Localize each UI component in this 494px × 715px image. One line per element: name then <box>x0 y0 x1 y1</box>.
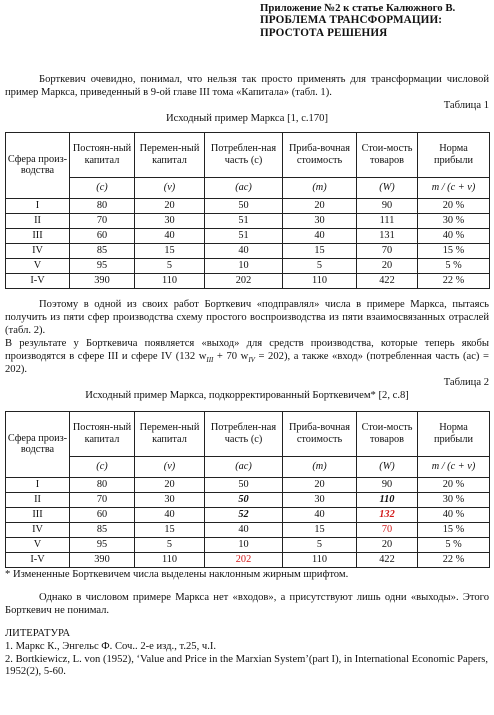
table2-cell: I-V <box>6 552 70 567</box>
table1-cell: 51 <box>205 228 283 243</box>
table1-header-cell: Норма прибыли <box>418 132 490 177</box>
table2 <box>5 411 490 568</box>
table2-cell: 132 <box>357 507 418 522</box>
literature-ref: 1. Маркс К., Энгельс Ф. Соч.. 2-е изд., т.25, ч.I. <box>5 640 217 652</box>
table1-cell: 40 <box>205 243 283 258</box>
document-page <box>5 2 489 679</box>
table1-cell: V <box>6 258 70 273</box>
table1-cell: 20 <box>357 258 418 273</box>
table1-cell: 10 <box>205 258 283 273</box>
table2-row <box>6 477 490 492</box>
table1-cell: 70 <box>357 243 418 258</box>
table1-cell: 5 <box>135 258 205 273</box>
table2-cell: 60 <box>70 507 135 522</box>
table2-header-cell: Сфера произ-водства <box>6 411 70 477</box>
table2-header-cell: Перемен-ный капитал <box>135 411 205 456</box>
table2-footnote: * Измененные Борткевичем числа выделены наклонным жирным шрифтом. <box>5 568 349 580</box>
table1-cell: 202 <box>205 273 283 288</box>
table2-symbol-cell: (c) <box>70 456 135 477</box>
table2-cell: V <box>6 537 70 552</box>
table2-cell: 20 <box>283 477 357 492</box>
middle-p2-sub2: IV <box>248 355 255 364</box>
table1-cell: 5 % <box>418 258 490 273</box>
table1-cell: 20 <box>135 198 205 213</box>
table2-row <box>6 507 490 522</box>
table2-cell: 5 <box>135 537 205 552</box>
table2-row <box>6 552 490 567</box>
table2-cell: 70 <box>357 522 418 537</box>
table1-cell: 40 <box>135 228 205 243</box>
table2-symbol-cell: (W) <box>357 456 418 477</box>
middle-p2-start: В результате у Борткевича появляется «выход» для средств производства, которые теперь якобы производятся в сфере III и сфере IV (132 w <box>5 337 489 362</box>
table2-cell: II <box>6 492 70 507</box>
table1-cell: 20 <box>283 198 357 213</box>
table2-label: Таблица 2 <box>443 377 489 389</box>
table1-cell: 30 <box>135 213 205 228</box>
article-title-line2: ПРОСТОТА РЕШЕНИЯ <box>260 27 388 40</box>
literature-ref: 2. Bortkiewicz, L. von (1952), ‘Value and Price in the Marxian System’(part I), in International Economic Papers, 1952(2), 5-60. <box>5 653 489 678</box>
table1-row <box>6 198 490 213</box>
table1-cell: 422 <box>357 273 418 288</box>
table2-cell: 422 <box>357 552 418 567</box>
table2-cell: 30 % <box>418 492 490 507</box>
table1-symbol-cell: m / (c + v) <box>418 177 490 198</box>
table1-cell: I-V <box>6 273 70 288</box>
table2-cell: 40 % <box>418 507 490 522</box>
table1-row <box>6 273 490 288</box>
table2-cell: 110 <box>135 552 205 567</box>
literature-section <box>5 628 489 680</box>
table1-cell: 95 <box>70 258 135 273</box>
table2-cell: 80 <box>70 477 135 492</box>
table2-header-cell: Стои-мость товаров <box>357 411 418 456</box>
table2-symbol-cell: (v) <box>135 456 205 477</box>
table1-symbol-cell: (c) <box>70 177 135 198</box>
table2-cell: 50 <box>205 492 283 507</box>
table1-cell: 15 <box>283 243 357 258</box>
table1-body <box>6 198 490 288</box>
table1-row <box>6 258 490 273</box>
table2-cell: 5 <box>283 537 357 552</box>
table2-cell: I <box>6 477 70 492</box>
table1-cell: 390 <box>70 273 135 288</box>
table1-symbol-cell: (ac) <box>205 177 283 198</box>
article-header <box>260 2 489 40</box>
table1-cell: IV <box>6 243 70 258</box>
table1-cell: I <box>6 198 70 213</box>
table1-cell: 40 <box>283 228 357 243</box>
table2-cell: 70 <box>70 492 135 507</box>
table2-caption: Исходный пример Маркса, подкорректированный Борткевичем* [2, с.8] <box>85 390 409 402</box>
table2-cell: 20 <box>357 537 418 552</box>
table1-label: Таблица 1 <box>443 100 489 111</box>
middle-paragraph-1: Поэтому в одной из своих работ Борткевич «подправлял» числа в примере Маркса, пытаясь получить из пяти сфер производства схему простого воспроизводства из пяти взаимосвязанных отраслей (табл. 2). <box>5 298 489 336</box>
table2-cell: 10 <box>205 537 283 552</box>
table2-cell: 202 <box>205 552 283 567</box>
table2-cell: 110 <box>357 492 418 507</box>
table2-cell: 50 <box>205 477 283 492</box>
table1-cell: 60 <box>70 228 135 243</box>
table1-header-cell: Стои-мость товаров <box>357 132 418 177</box>
table1-cell: 5 <box>283 258 357 273</box>
table1-cell: 80 <box>70 198 135 213</box>
table1-symbol-cell: (W) <box>357 177 418 198</box>
appendix-title: Приложение №2 к статье Калюжного В. <box>260 2 456 14</box>
table1-row <box>6 213 490 228</box>
table1-cell: 70 <box>70 213 135 228</box>
table2-cell: 110 <box>283 552 357 567</box>
table1-caption: Исходный пример Маркса [1, с.170] <box>166 112 328 124</box>
table2-header-cell: Норма прибыли <box>418 411 490 456</box>
table1-cell: 131 <box>357 228 418 243</box>
article-title-line1: ПРОБЛЕМА ТРАНСФОРМАЦИИ: <box>260 14 443 27</box>
table1-cell: 110 <box>135 273 205 288</box>
table2-cell: 15 <box>135 522 205 537</box>
table1-cell: 40 % <box>418 228 490 243</box>
table1-cell: 30 % <box>418 213 490 228</box>
middle-p2-end: = 202), а также «вход» (потребленная часть (ac) = 202). <box>5 350 489 376</box>
table2-cell: 40 <box>283 507 357 522</box>
table1-header-cell: Сфера произ-водства <box>6 132 70 198</box>
table2-row <box>6 537 490 552</box>
literature-title: ЛИТЕРАТУРА <box>5 627 71 639</box>
table2-symbol-cell: m / (c + v) <box>418 456 490 477</box>
table2-cell: 52 <box>205 507 283 522</box>
table1-cell: 85 <box>70 243 135 258</box>
table2-cell: 20 <box>135 477 205 492</box>
table1-cell: 110 <box>283 273 357 288</box>
table1-cell: III <box>6 228 70 243</box>
table2-cell: 22 % <box>418 552 490 567</box>
table2-cell: 95 <box>70 537 135 552</box>
table1-cell: 51 <box>205 213 283 228</box>
table2-cell: 5 % <box>418 537 490 552</box>
table2-cell: 30 <box>283 492 357 507</box>
intro-paragraph: Борткевич очевидно, понимал, что нельзя так просто применять для трансформации числовой пример Маркса, приведенный в 9-ой главе III тома «Капитала» (табл. 1). <box>5 74 489 99</box>
table2-symbol-cell: (m) <box>283 456 357 477</box>
table1-cell: 20 % <box>418 198 490 213</box>
table2-cell: 85 <box>70 522 135 537</box>
table1-cell: 30 <box>283 213 357 228</box>
table1 <box>5 132 490 289</box>
table2-row <box>6 522 490 537</box>
middle-paragraph-2 <box>5 338 489 377</box>
table1-row <box>6 228 490 243</box>
table1-header-cell: Постоян-ный капитал <box>70 132 135 177</box>
table1-cell: II <box>6 213 70 228</box>
table1-symbol-row <box>6 177 490 198</box>
table2-cell: 15 % <box>418 522 490 537</box>
table2-cell: III <box>6 507 70 522</box>
table2-header-cell: Потреблен-ная часть (c) <box>205 411 283 456</box>
table2-symbol-cell: (ac) <box>205 456 283 477</box>
table2-header-cell: Постоян-ный капитал <box>70 411 135 456</box>
table2-cell: 40 <box>135 507 205 522</box>
middle-p2-mid: + 70 w <box>213 350 249 362</box>
table1-header-row <box>6 132 490 177</box>
table1-cell: 22 % <box>418 273 490 288</box>
table2-cell: 90 <box>357 477 418 492</box>
table2-body <box>6 477 490 567</box>
table2-header-row <box>6 411 490 456</box>
table1-symbol-cell: (m) <box>283 177 357 198</box>
middle-p2-sub1: III <box>206 355 214 364</box>
table2-header-cell: Приба-вочная стоимость <box>283 411 357 456</box>
table1-cell: 90 <box>357 198 418 213</box>
table1-cell: 15 <box>135 243 205 258</box>
table2-cell: 390 <box>70 552 135 567</box>
table2-cell: 30 <box>135 492 205 507</box>
table1-row <box>6 243 490 258</box>
table1-cell: 15 % <box>418 243 490 258</box>
table2-row <box>6 492 490 507</box>
table1-symbol-cell: (v) <box>135 177 205 198</box>
table1-header-cell: Перемен-ный капитал <box>135 132 205 177</box>
table1-cell: 50 <box>205 198 283 213</box>
table2-cell: 15 <box>283 522 357 537</box>
table1-cell: 111 <box>357 213 418 228</box>
table1-header-cell: Приба-вочная стоимость <box>283 132 357 177</box>
table2-symbol-row <box>6 456 490 477</box>
conclusion-paragraph: Однако в числовом примере Маркса нет «входов», а присутствуют лишь одни «выходы». Этого Борткевич не понимал. <box>5 591 489 616</box>
table1-header-cell: Потреблен-ная часть (c) <box>205 132 283 177</box>
table2-cell: 20 % <box>418 477 490 492</box>
table2-cell: IV <box>6 522 70 537</box>
table2-cell: 40 <box>205 522 283 537</box>
